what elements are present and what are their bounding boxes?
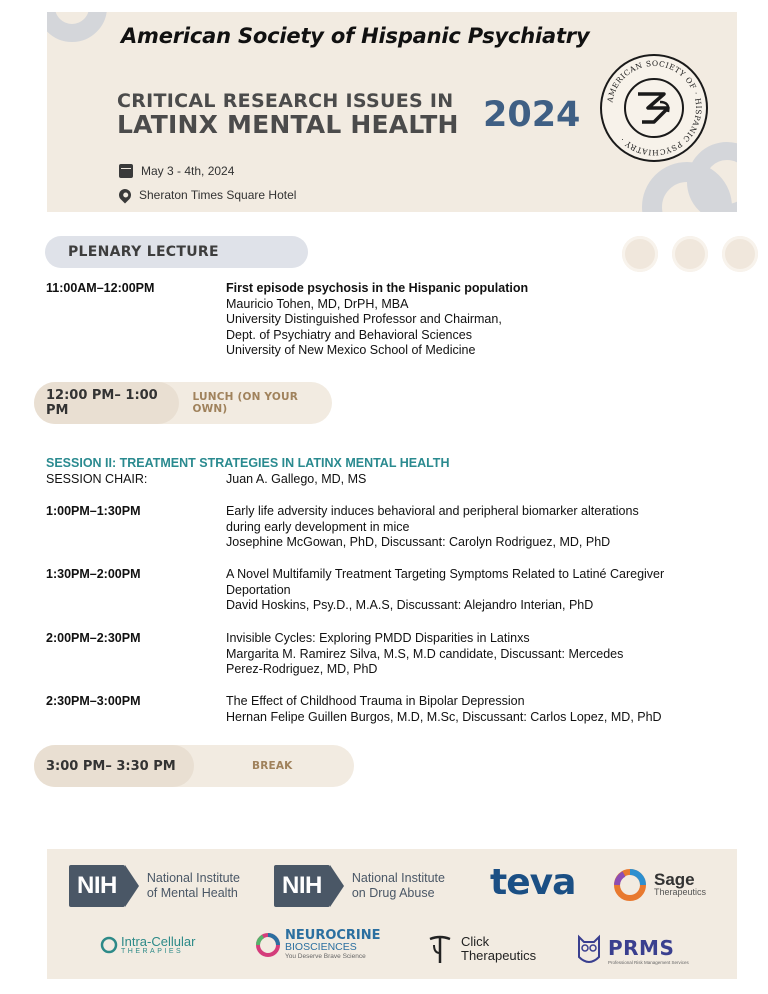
- session-heading: SESSION II: TREATMENT STRATEGIES IN LATINX MENTAL HEALTH: [46, 456, 450, 470]
- nih-logo-box: NIH: [69, 865, 125, 907]
- sponsor-nida: [274, 865, 445, 907]
- plenary-line: University of New Mexico School of Medicine: [226, 343, 476, 358]
- location-pin-icon: [117, 187, 134, 204]
- lunch-time: 12:00 PM– 1:00 PM: [34, 382, 179, 424]
- event-date: May 3 - 4th, 2024: [141, 164, 235, 178]
- nimh-line-2: of Mental Health: [146, 886, 238, 900]
- sponsors-banner: [47, 849, 737, 979]
- neurocrine-text: [285, 929, 381, 960]
- click-line-2: Therapeutics: [461, 948, 537, 963]
- talk-line: David Hoskins, Psy.D., M.A.S, Discussant: Alejandro Interian, PhD: [226, 598, 594, 613]
- talk-time: 2:30PM–3:00PM: [46, 694, 141, 708]
- conference-title: [117, 92, 459, 138]
- venue-row: [119, 188, 296, 202]
- neurocrine-logo-icon: [255, 932, 281, 958]
- talk-detail: [226, 567, 726, 614]
- calendar-icon: [119, 164, 133, 178]
- talk-detail: [226, 504, 726, 551]
- decor-bubble-1: [622, 236, 658, 272]
- session-chair-label: SESSION CHAIR:: [46, 472, 148, 486]
- click-text: [461, 935, 536, 963]
- intracellular-logo-icon: [99, 935, 119, 955]
- neurocrine-tagline: You Deserve Brave Science: [285, 953, 366, 960]
- decor-bubble-3: [722, 236, 758, 272]
- click-logo-icon: [427, 933, 453, 965]
- title-line-2: LATINX MENTAL HEALTH: [117, 109, 459, 139]
- nih-logo-box: NIH: [274, 865, 330, 907]
- sponsor-intracellular: [99, 935, 195, 955]
- intracellular-text: [121, 933, 196, 955]
- session-chair-name: Juan A. Gallego, MD, MS: [226, 472, 367, 486]
- nimh-line-1: National Institute: [146, 871, 240, 885]
- break-time: 3:00 PM– 3:30 PM: [34, 745, 194, 787]
- society-seal-logo: [600, 54, 708, 162]
- talk-detail: [226, 694, 726, 725]
- lunch-bar: [34, 382, 332, 424]
- intracellular-name: Intra-Cellular: [121, 933, 196, 949]
- header-banner: [47, 12, 737, 212]
- org-name: American Society of Hispanic Psychiatry: [121, 24, 590, 48]
- seal-emblem: [624, 78, 684, 138]
- talk-line: The Effect of Childhood Trauma in Bipolar Depression: [226, 694, 525, 708]
- sage-text: [654, 870, 707, 897]
- talk-time: 2:00PM–2:30PM: [46, 631, 141, 645]
- nida-label: [352, 871, 445, 901]
- nida-line-1: National Institute: [351, 871, 445, 885]
- nimh-label: [147, 871, 240, 901]
- title-line-1: CRITICAL RESEARCH ISSUES IN: [117, 90, 454, 112]
- prms-sub: Professional Risk Management Services: [608, 959, 689, 965]
- sponsor-teva: teva: [490, 862, 576, 903]
- talk-line: Deportation: [226, 582, 291, 597]
- plenary-line: Mauricio Tohen, MD, DrPH, MBA: [226, 296, 409, 311]
- click-line-1: Click: [461, 934, 490, 949]
- talk-line: during early development in mice: [226, 519, 410, 534]
- talk-time: 1:00PM–1:30PM: [46, 504, 141, 518]
- sponsor-prms: [574, 933, 689, 967]
- sage-logo-icon: [612, 867, 648, 903]
- sponsor-click: [427, 933, 536, 965]
- sponsor-sage: [612, 867, 706, 903]
- intracellular-sub: THERAPIES: [121, 947, 184, 955]
- prms-owl-icon: [574, 933, 604, 967]
- plenary-title: First episode psychosis in the Hispanic population: [226, 281, 529, 295]
- prms-text: [608, 936, 689, 965]
- plenary-detail: [226, 281, 726, 359]
- conference-year: 2024: [483, 95, 581, 135]
- sponsor-nimh: [69, 865, 240, 907]
- plenary-lecture-heading: PLENARY LECTURE: [45, 236, 308, 268]
- decor-ring-top-left: [47, 12, 107, 42]
- sponsor-neurocrine: [255, 929, 381, 960]
- talk-time: 1:30PM–2:00PM: [46, 567, 141, 581]
- talk-line: A Novel Multifamily Treatment Targeting Symptoms Related to Latiné Caregiver: [226, 567, 665, 581]
- plenary-time: 11:00AM–12:00PM: [46, 281, 155, 295]
- neurocrine-name: NEUROCRINE: [285, 928, 381, 943]
- sage-name: Sage: [654, 870, 695, 889]
- talk-detail: [226, 631, 726, 678]
- svg-text:AMERICAN SOCIETY OF · HISPANIC: AMERICAN SOCIETY OF · HISPANIC PSYCHIATRY ·: [605, 58, 704, 158]
- plenary-line: University Distinguished Professor and Chairman,: [226, 312, 502, 327]
- prms-name: PRMS: [608, 935, 675, 960]
- sage-sub: Therapeutics: [654, 887, 707, 897]
- seal-emblem-icon: [634, 90, 674, 126]
- decor-bubble-2: [672, 236, 708, 272]
- lunch-label: LUNCH (ON YOUR OWN): [192, 391, 298, 415]
- talk-line: Josephine McGowan, PhD, Discussant: Carolyn Rodriguez, MD, PhD: [226, 535, 611, 550]
- date-row: [119, 164, 234, 178]
- plenary-line: Dept. of Psychiatry and Behavioral Sciences: [226, 327, 472, 342]
- talk-line: Invisible Cycles: Exploring PMDD Disparities in Latinxs: [226, 631, 530, 645]
- break-bar: [34, 745, 354, 787]
- neurocrine-sub: BIOSCIENCES: [285, 941, 357, 953]
- event-venue: Sheraton Times Square Hotel: [139, 188, 297, 202]
- talk-line: Margarita M. Ramirez Silva, M.S, M.D candidate, Discussant: Mercedes: [226, 646, 624, 661]
- talk-line: Early life adversity induces behavioral and peripheral biomarker alterations: [226, 504, 639, 518]
- break-label: BREAK: [252, 760, 293, 772]
- talk-line: Hernan Felipe Guillen Burgos, M.D, M.Sc, Discussant: Carlos Lopez, MD, PhD: [226, 709, 662, 724]
- nida-line-2: on Drug Abuse: [351, 886, 435, 900]
- talk-line: Perez-Rodriguez, MD, PhD: [226, 662, 378, 677]
